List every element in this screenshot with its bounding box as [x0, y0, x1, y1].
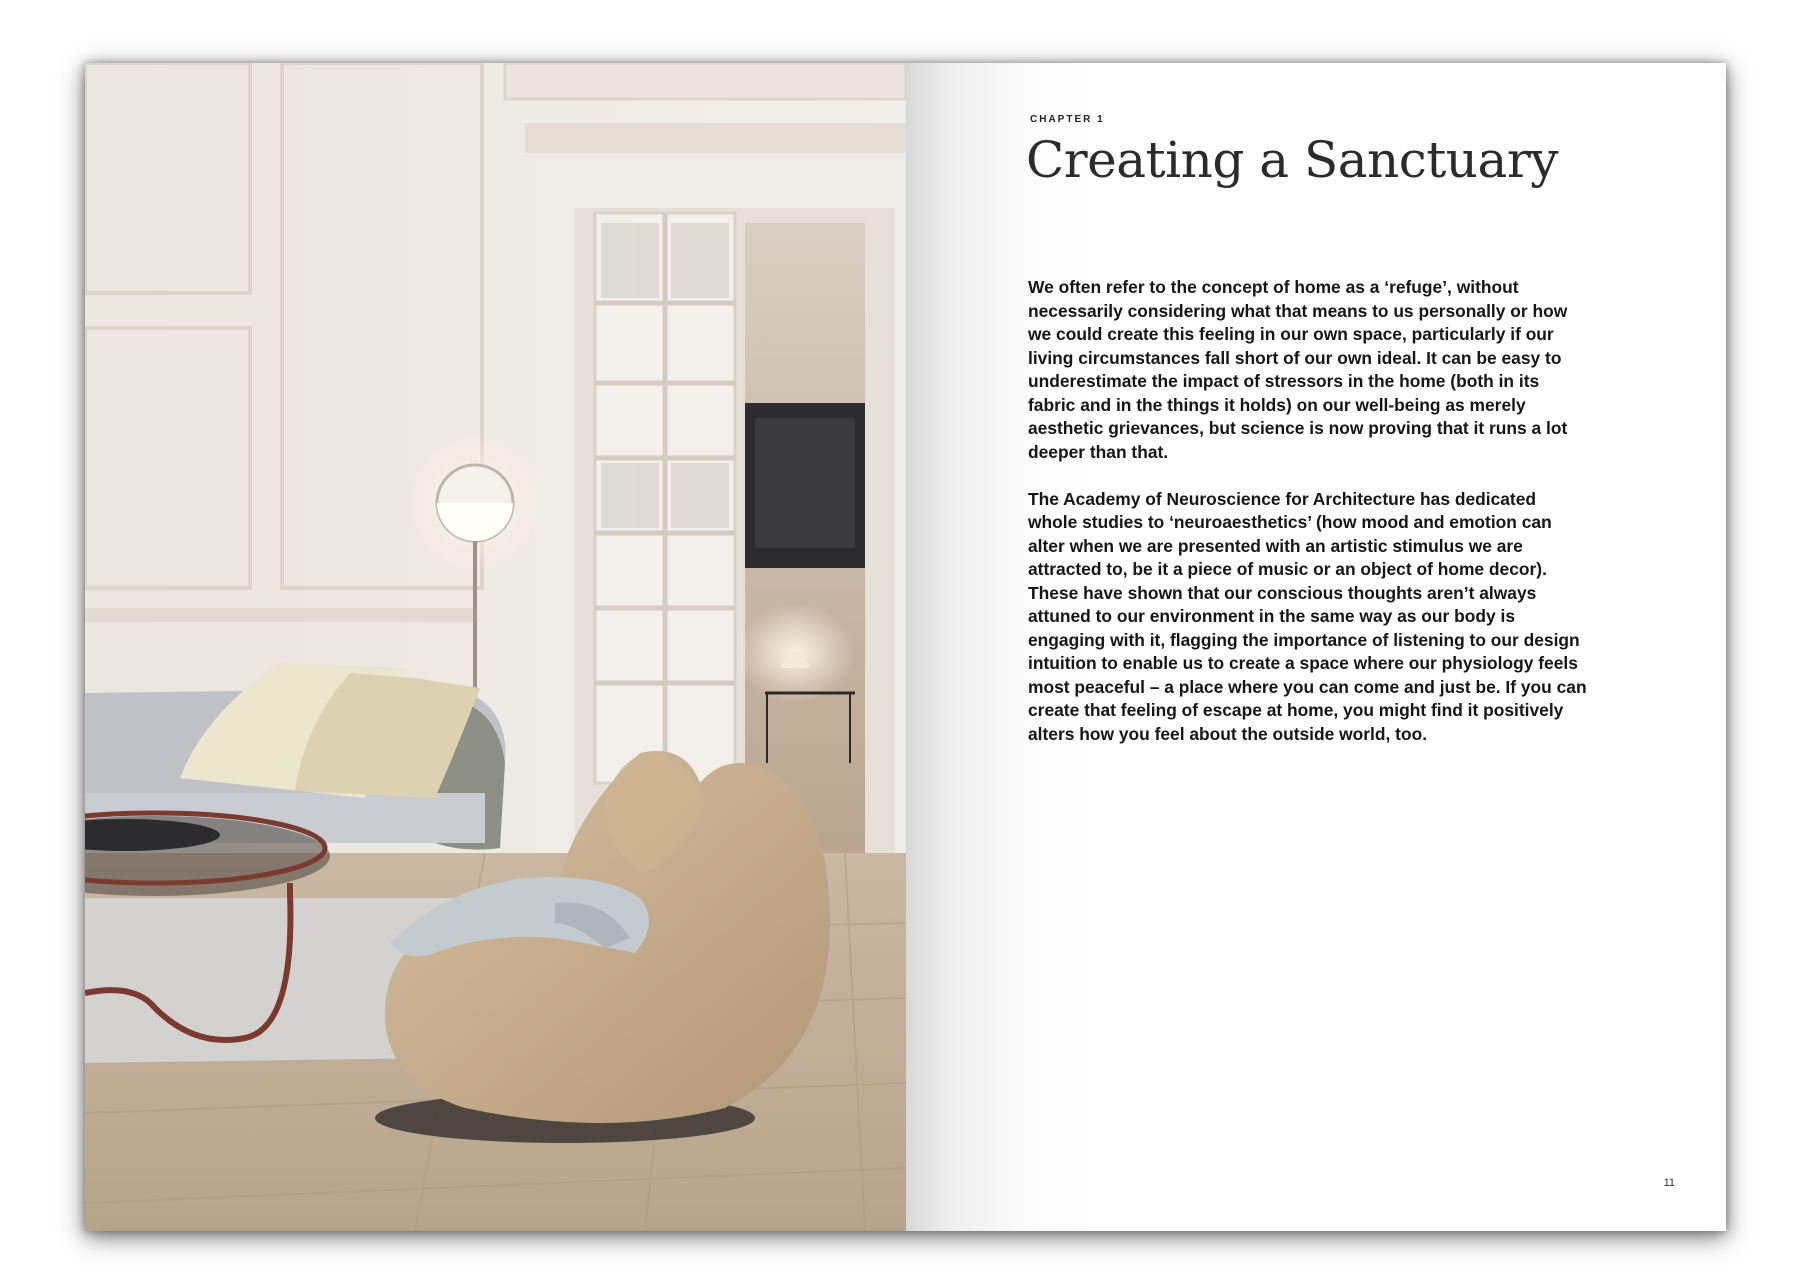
- right-page-text: [906, 63, 1726, 1231]
- book-spread: [85, 63, 1726, 1231]
- paragraph-1: We often refer to the concept of home as a ‘refuge’, without necessarily considering what that means to us personally or how we could create this feeling in our own space, particularly if our living circumstances fall short of our own ideal. It can be easy to underestimate the impact of stressors in the home (both in its fabric and in the things it holds) on our well-being as merely aesthetic grievances, but science is now proving that it runs a lot deeper than that.: [1028, 277, 1568, 462]
- paragraph-2: The Academy of Neuroscience for Architecture has dedicated whole studies to ‘neuroaesthetics’ (how mood and emotion can alter when we are presented with an artistic stimulus we are attracted to, be it a piece of music or an object of home decor). These have shown that our conscious thoughts aren’t always attuned to our environment in the same way as our body is engaging with it, flagging the importance of listening to our design intuition to enable us to create a space where our physiology feels most peaceful – a place where you can come and just be. If you can create that feeling of escape at home, you might find it positively alters how you feel about the outside world, too.: [1028, 488, 1587, 744]
- interior-photo: [85, 63, 906, 1231]
- chapter-title: Creating a Sanctuary: [1026, 131, 1558, 189]
- chapter-label: CHAPTER 1: [1030, 114, 1105, 125]
- body-text: [1028, 276, 1588, 770]
- page-number: 11: [1663, 1177, 1675, 1189]
- left-page-photo: [85, 63, 906, 1231]
